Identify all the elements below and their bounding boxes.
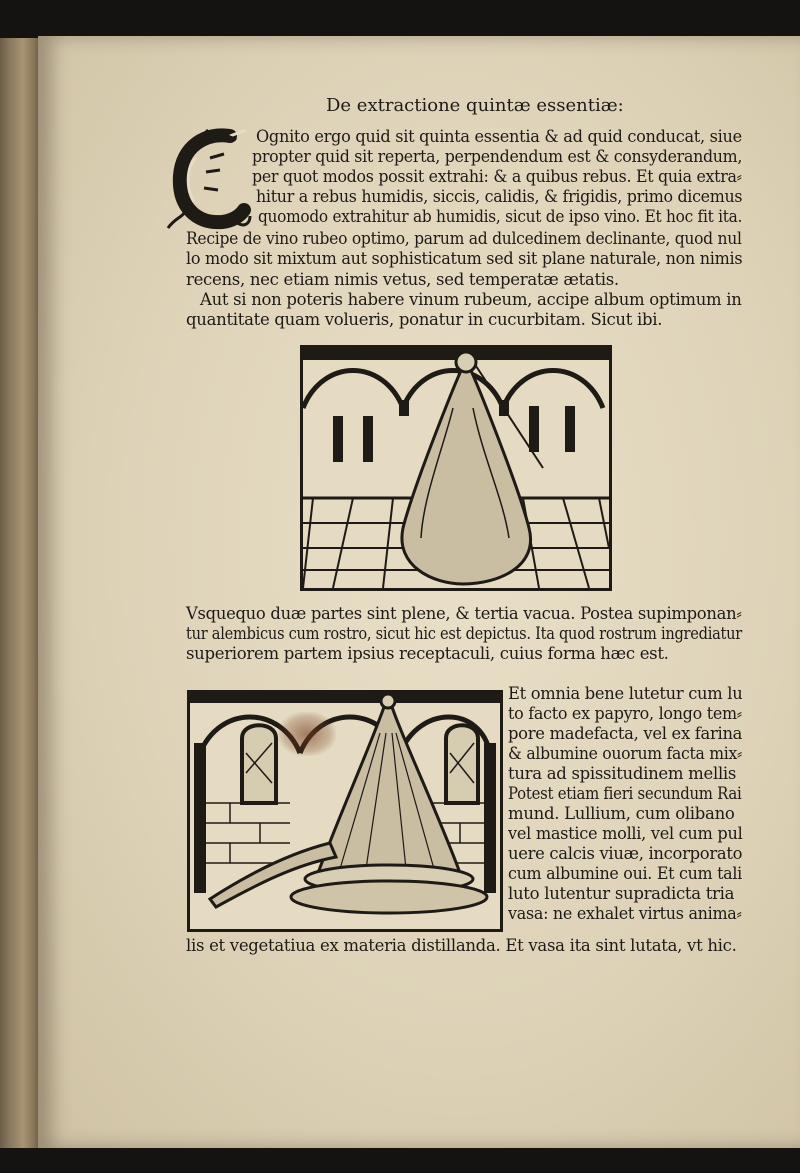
side-text-line-8: vel mastice molli, vel cum pul [508,824,743,843]
ink-stain [278,712,336,756]
text-line-13: superiorem partem ipsius receptaculi, cuius forma hæc est. [186,644,669,663]
cucurbit-flask-woodcut-icon [300,345,612,591]
page-heading: De extractione quintæ essentiæ: [326,95,624,116]
final-text-line: lis et vegetatiua ex materia distillanda. Et vasa ita sint lutata, vt hic. [186,936,737,955]
text-line-2: propter quid sit reperta, perpendendum est & consyderandum, [252,147,743,166]
text-line-5: quomodo extrahitur ab humidis, sicut de ipso vino. Et hoc fit ita. [258,207,743,226]
text-line-8: recens, nec etiam nimis vetus, sed temperatæ ætatis. [186,270,619,289]
side-text-line-5: tura ad spissitudinem mellis [508,764,737,783]
side-text-line-1: Et omnia bene lutetur cum lu [508,684,743,703]
side-text-line-12: vasa: ne exhalet virtus anima⸗ [508,904,742,923]
text-line-9: Aut si non poteris habere vinum rubeum, accipe album optimum in [200,290,742,309]
alembic-still-woodcut-icon [187,690,503,932]
decorated-initial-c-icon [166,128,252,234]
book-page-edges [0,38,42,1150]
side-text-line-3: pore madefacta, vel ex farina [508,724,743,743]
text-line-7: lo modo sit mixtum aut sophisticatum sed sit plane naturale, non nimis [186,249,743,268]
scan-top-border [0,0,800,38]
side-text-line-7: mund. Lullium, cum olibano [508,804,735,823]
scan-bottom-border [0,1148,800,1173]
text-line-11: Vsquequo duæ partes sint plene, & tertia vacua. Postea supimponan⸗ [186,604,742,623]
text-line-3: per quot modos possit extrahi: & a quibus rebus. Et quia extra⸗ [252,167,742,186]
text-line-6: Recipe de vino rubeo optimo, parum ad dulcedinem declinante, quod nul [186,229,742,248]
side-text-line-6: Potest etiam fieri secundum Rai [508,784,742,803]
side-text-line-2: to facto ex papyro, longo tem⸗ [508,704,742,723]
text-line-12: tur alembicus cum rostro, sicut hic est depictus. Ita quod rostrum ingrediatur [186,624,742,643]
text-line-10: quantitate quam volueris, ponatur in cucurbitam. Sicut ibi. [186,310,663,329]
side-text-line-10: cum albumine oui. Et cum tali [508,864,742,883]
side-text-line-11: luto lutentur supradicta tria [508,884,735,903]
side-text-line-9: uere calcis viuæ, incorporato [508,844,743,863]
side-text-line-4: & albumine ouorum facta mix⸗ [508,744,742,763]
text-line-4: hitur a rebus humidis, siccis, calidis, & frigidis, primo dicemus [256,187,743,206]
text-line-1: Ognito ergo quid sit quinta essentia & ad quid conducat, siue [256,127,742,146]
